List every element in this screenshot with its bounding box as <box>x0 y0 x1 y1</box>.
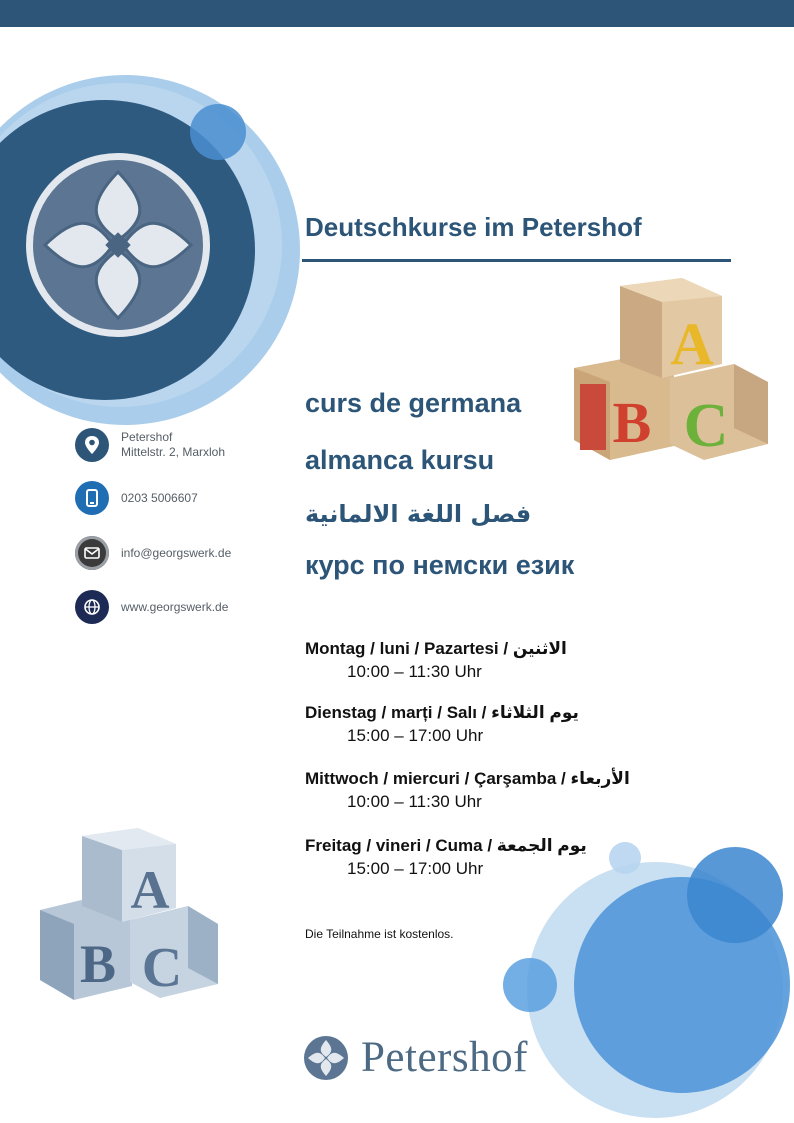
abc-blocks-color-image <box>570 278 770 462</box>
schedule-day: Mittwoch / miercuri / Çarşamba / الأربعاء <box>305 769 630 788</box>
schedule-wednesday <box>305 769 630 812</box>
schedule-monday <box>305 639 567 682</box>
schedule-time: 10:00 – 11:30 Uhr <box>347 792 482 811</box>
location-address: Mittelstr. 2, Marxloh <box>121 445 226 459</box>
block-letter-a: A <box>130 860 170 920</box>
participation-note: Die Teilnahme ist kostenlos. <box>305 927 454 941</box>
schedule-day: Dienstag / marți / Salı / يوم الثلاثاء <box>305 703 579 722</box>
email-link[interactable]: info@georgswerk.de <box>121 545 232 560</box>
bottom-circle-tiny <box>503 958 557 1012</box>
block-letter-a: A <box>670 311 714 377</box>
bottom-circle-small <box>687 847 783 943</box>
location-pin-icon <box>75 428 109 462</box>
block-letter-b: B <box>79 934 117 994</box>
title-underline <box>302 259 731 262</box>
mail-icon <box>75 536 109 570</box>
brand-name: Petershof <box>361 1034 528 1081</box>
block-letter-b: B <box>612 390 652 455</box>
contact-email[interactable] <box>75 536 231 570</box>
location-name: Petershof <box>121 430 173 444</box>
petershof-logo-small <box>303 1035 349 1081</box>
schedule-friday <box>305 836 587 879</box>
lang-bulgarian: курс по немски език <box>305 550 575 580</box>
contact-phone <box>75 481 198 515</box>
contact-address <box>75 428 225 462</box>
lang-arabic: فصل اللغة الالمانية <box>305 500 532 528</box>
block-letter-c: C <box>141 937 183 999</box>
phone-icon <box>75 481 109 515</box>
lang-turkish: almanca kursu <box>305 445 495 475</box>
block-letter-c: C <box>683 392 729 460</box>
contact-website[interactable] <box>75 590 228 624</box>
schedule-tuesday <box>305 703 579 746</box>
petershof-logo <box>25 152 211 338</box>
lang-romanian: curs de germana <box>305 388 522 418</box>
page-title: Deutschkurse im Petershof <box>305 212 642 242</box>
schedule-time: 15:00 – 17:00 Uhr <box>347 726 484 745</box>
bottom-circle-dot <box>609 842 641 874</box>
phone-number: 0203 5006607 <box>121 490 198 505</box>
website-link[interactable]: www.georgswerk.de <box>121 599 229 614</box>
schedule-day: Montag / luni / Pazartesi / الاثنين <box>305 639 567 658</box>
schedule-time: 15:00 – 17:00 Uhr <box>347 859 484 878</box>
schedule-day: Freitag / vineri / Cuma / يوم الجمعة <box>305 836 587 855</box>
brand-footer <box>303 1033 528 1082</box>
abc-blocks-blue-image <box>38 826 220 1002</box>
schedule-time: 10:00 – 11:30 Uhr <box>347 662 482 681</box>
globe-icon <box>75 590 109 624</box>
